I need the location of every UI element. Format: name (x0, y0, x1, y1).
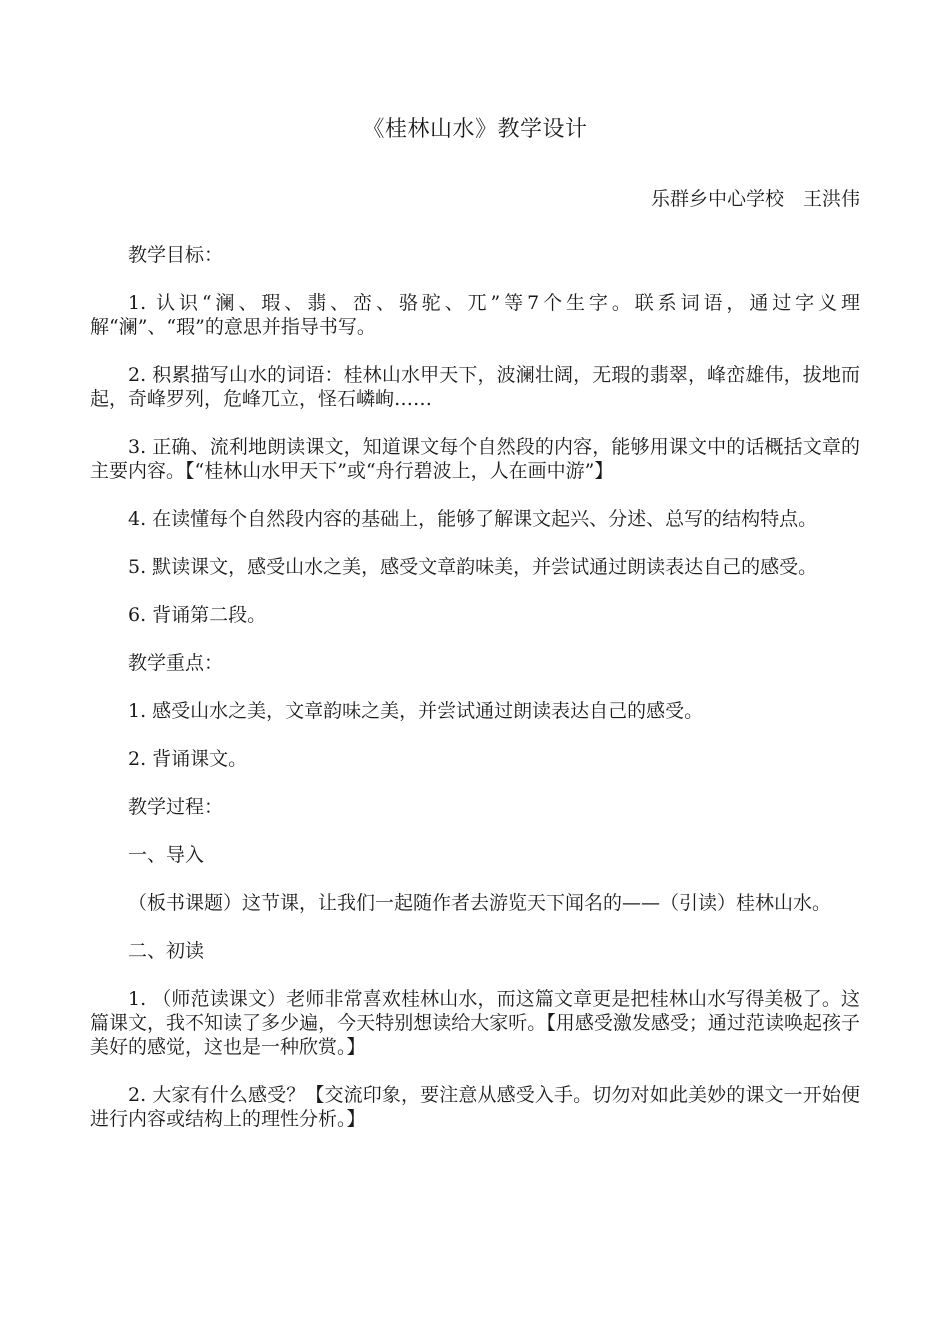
key-point-item-1: 1. 感受山水之美，文章韵味之美，并尝试通过朗读表达自己的感受。 (128, 700, 704, 722)
key-point-item-2: 2. 背诵课文。 (128, 748, 248, 770)
document-title: 《桂林山水》教学设计 (362, 117, 588, 142)
process-step-first-reading-heading: 二、初读 (128, 940, 205, 962)
process-step-intro-text: （板书课题）这节课，让我们一起随作者去游览天下闻名的——（引读）桂林山水。 (128, 892, 832, 914)
document-author: 乐群乡中心学校 王洪伟 (650, 188, 860, 210)
objective-item-1: 1. 认识“澜、瑕、翡、峦、骆驼、兀”等7个生字。联系词语，通过字义理解“澜”、“瑕”的意思并指导书写。 (90, 292, 860, 338)
first-reading-item-2: 2. 大家有什么感受？【交流印象，要注意从感受入手。切勿对如此美妙的课文一开始便进行内容或结构上的理性分析。】 (90, 1084, 860, 1130)
objective-item-3: 3. 正确、流利地朗读课文，知道课文每个自然段的内容，能够用课文中的话概括文章的主要内容。【“桂林山水甲天下”或“舟行碧波上，人在画中游”】 (90, 436, 860, 482)
first-reading-item-1: 1. （师范读课文）老师非常喜欢桂林山水，而这篇文章更是把桂林山水写得美极了。这篇课文，我不知读了多少遍，今天特别想读给大家听。【用感受激发感受；通过范读唤起孩子美好的感觉，这也是一种欣赏。】 (90, 988, 860, 1058)
objective-item-2: 2. 积累描写山水的词语：桂林山水甲天下，波澜壮阔，无瑕的翡翠，峰峦雄伟，拔地而起，奇峰罗列，危峰兀立，怪石嶙峋…… (90, 364, 860, 410)
section-heading-objectives: 教学目标： (128, 244, 224, 266)
process-step-intro-heading: 一、导入 (128, 844, 205, 866)
objective-item-5: 5. 默读课文，感受山水之美，感受文章韵味美，并尝试通过朗读表达自己的感受。 (128, 556, 818, 578)
objective-item-4: 4. 在读懂每个自然段内容的基础上，能够了解课文起兴、分述、总写的结构特点。 (128, 508, 818, 530)
objective-item-6: 6. 背诵第二段。 (128, 604, 267, 626)
section-heading-process: 教学过程： (128, 796, 224, 818)
section-heading-key-points: 教学重点： (128, 652, 224, 674)
document-body (90, 243, 860, 1155)
